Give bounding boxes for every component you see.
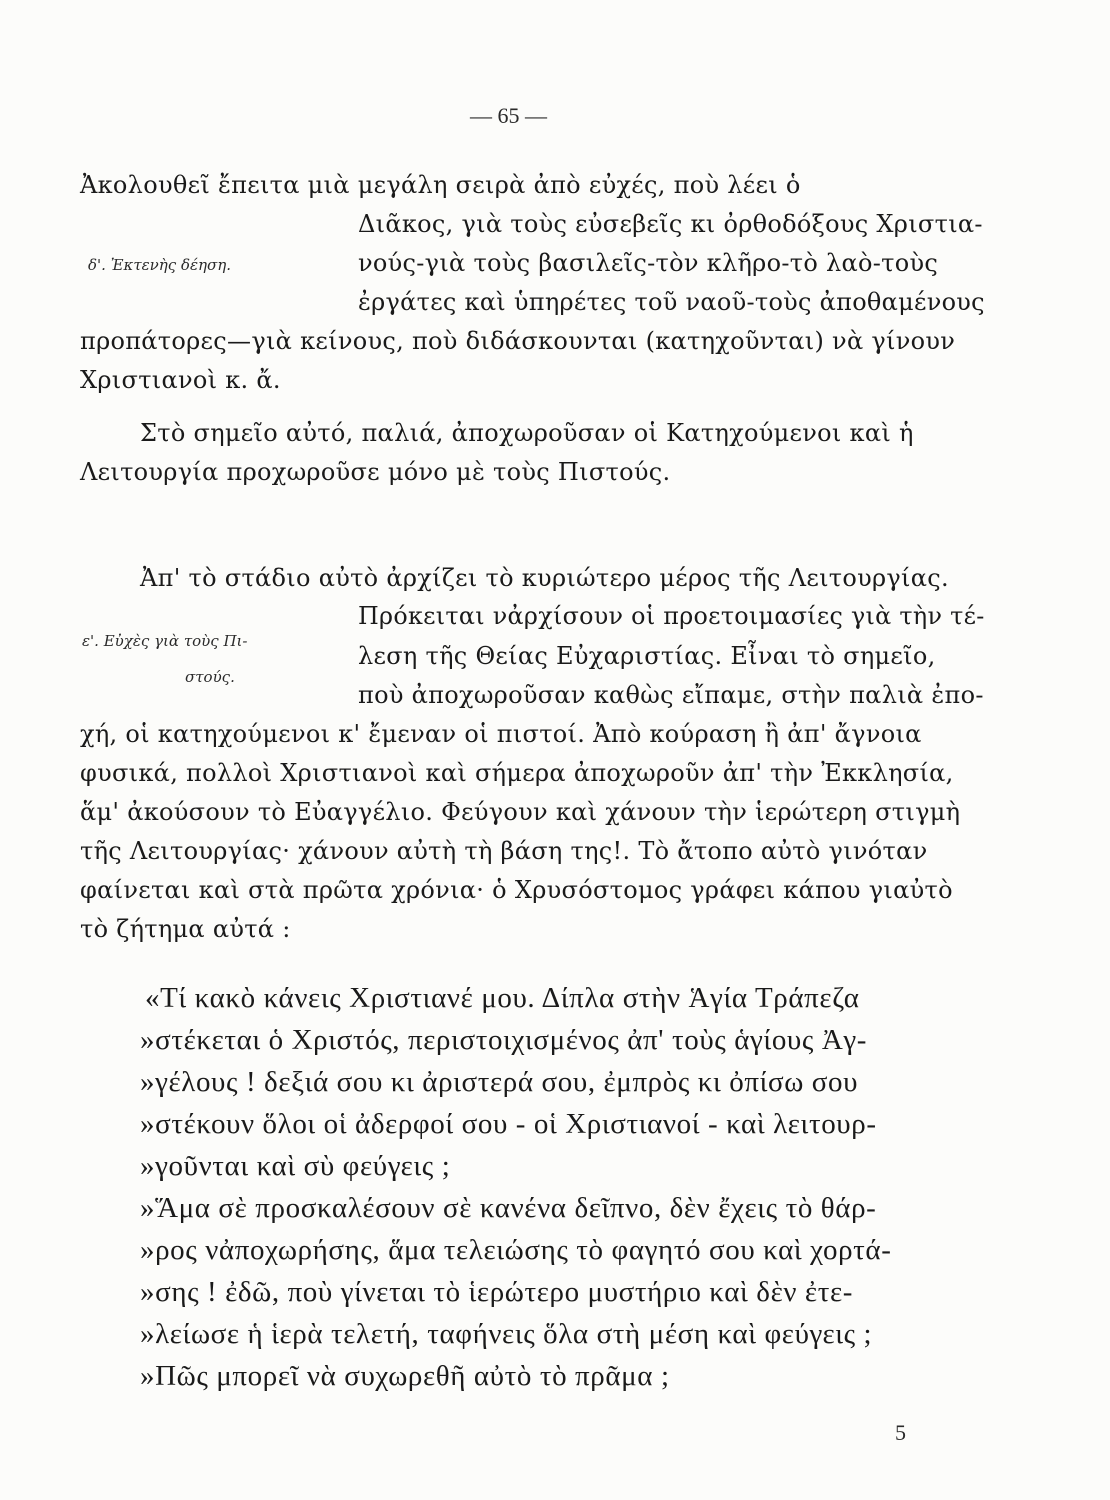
- body-line: λεση τῆς Θείας Εὐχαριστίας. Εἶναι τὸ σημεῖο,: [358, 642, 936, 670]
- quote-line: »Ἅμα σὲ προσκαλέσουν σὲ κανένα δεῖπνο, δὲν ἔχεις τὸ θάρ-: [140, 1192, 877, 1224]
- body-line: προπάτορες—γιὰ κείνους, ποὺ διδάσκουνται (κατηχοῦνται) νὰ γίνουν: [80, 327, 956, 355]
- body-line: Στὸ σημεῖο αὐτό, παλιά, ἀποχωροῦσαν οἱ Κατηχούμενοι καὶ ἡ: [140, 419, 914, 447]
- body-line: Ἀκολουθεῖ ἔπειτα μιὰ μεγάλη σειρὰ ἀπὸ εὐχές, ποὺ λέει ὁ: [80, 171, 801, 199]
- body-line: Πρόκειται νἀρχίσουν οἱ προετοιμασίες γιὰ τὴν τέ-: [358, 602, 985, 630]
- body-line: ἅμ' ἀκούσουν τὸ Εὐαγγέλιο. Φεύγουν καὶ χάνουν τὴν ἱερώτερη στιγμὴ: [80, 798, 961, 826]
- body-line: Διᾶκος, γιὰ τοὺς εὐσεβεῖς κι ὀρθοδόξους Χριστια-: [358, 210, 983, 238]
- quote-line: »ρος νἀποχωρήσης, ἅμα τελειώσης τὸ φαγητό σου καὶ χορτά-: [140, 1234, 892, 1266]
- quote-line: »Πῶς μπορεῖ νὰ συχωρεθῆ αὐτὸ τὸ πρᾶμα ;: [140, 1360, 670, 1392]
- quote-line: »γοῦνται καὶ σὺ φεύγεις ;: [140, 1150, 451, 1182]
- quote-line: «Τί κακὸ κάνεις Χριστιανέ μου. Δίπλα στὴν Ἁγία Τράπεζα: [145, 982, 860, 1014]
- quote-line: »λείωσε ἡ ἱερὰ τελετή, ταφήνεις ὅλα στὴ μέση καὶ φεύγεις ;: [140, 1318, 873, 1350]
- body-line: ποὺ ἀποχωροῦσαν καθὼς εἴπαμε, στὴν παλιὰ ἐπο-: [358, 681, 984, 709]
- body-line: φυσικά, πολλοὶ Χριστιανοὶ καὶ σήμερα ἀποχωροῦν ἀπ' τὴν Ἐκκλησία,: [80, 759, 954, 787]
- quote-line: »σης ! ἐδῶ, ποὺ γίνεται τὸ ἱερώτερο μυστήριο καὶ δὲν ἐτε-: [140, 1276, 853, 1308]
- page-header-number: — 65 —: [470, 103, 547, 128]
- body-line: φαίνεται καὶ στὰ πρῶτα χρόνια· ὁ Χρυσόστομος γράφει κάπου γιαὐτὸ: [80, 876, 953, 904]
- body-line: Λειτουργία προχωροῦσε μόνο μὲ τοὺς Πιστούς.: [80, 458, 671, 486]
- margin-note: στούς.: [185, 668, 235, 686]
- quote-line: »γέλους ! δεξιά σου κι ἀριστερά σου, ἐμπρὸς κι ὀπίσω σου: [140, 1066, 859, 1098]
- body-line: Χριστιανοὶ κ. ἄ.: [80, 366, 281, 394]
- body-line: ἐργάτες καὶ ὑπηρέτες τοῦ ναοῦ-τοὺς ἀποθαμένους: [358, 288, 985, 316]
- body-line: τῆς Λειτουργίας· χάνουν αὐτὴ τὴ βάση της!. Τὸ ἄτοπο αὐτὸ γινόταν: [80, 837, 928, 865]
- body-line: τὸ ζήτημα αὐτά :: [80, 915, 291, 943]
- margin-note: ε'. Εὐχὲς γιὰ τοὺς Πι-: [82, 632, 248, 650]
- page-footer-number: 5: [895, 1420, 906, 1445]
- quote-line: »στέκουν ὅλοι οἱ ἀδερφοί σου - οἱ Χριστιανοί - καὶ λειτουρ-: [140, 1108, 877, 1140]
- quote-line: »στέκεται ὁ Χριστός, περιστοιχισμένος ἀπ' τοὺς ἁγίους Ἀγ-: [140, 1024, 868, 1056]
- margin-note: δ'. Ἐκτενὴς δέηση.: [88, 256, 232, 274]
- body-line: νούς-γιὰ τοὺς βασιλεῖς-τὸν κλῆρο-τὸ λαὸ-τοὺς: [358, 249, 939, 277]
- body-line: Ἀπ' τὸ στάδιο αὐτὸ ἀρχίζει τὸ κυριώτερο μέρος τῆς Λειτουργίας.: [140, 564, 949, 592]
- body-line: χή, οἱ κατηχούμενοι κ' ἔμεναν οἱ πιστοί. Ἀπὸ κούραση ἢ ἀπ' ἄγνοια: [80, 720, 922, 748]
